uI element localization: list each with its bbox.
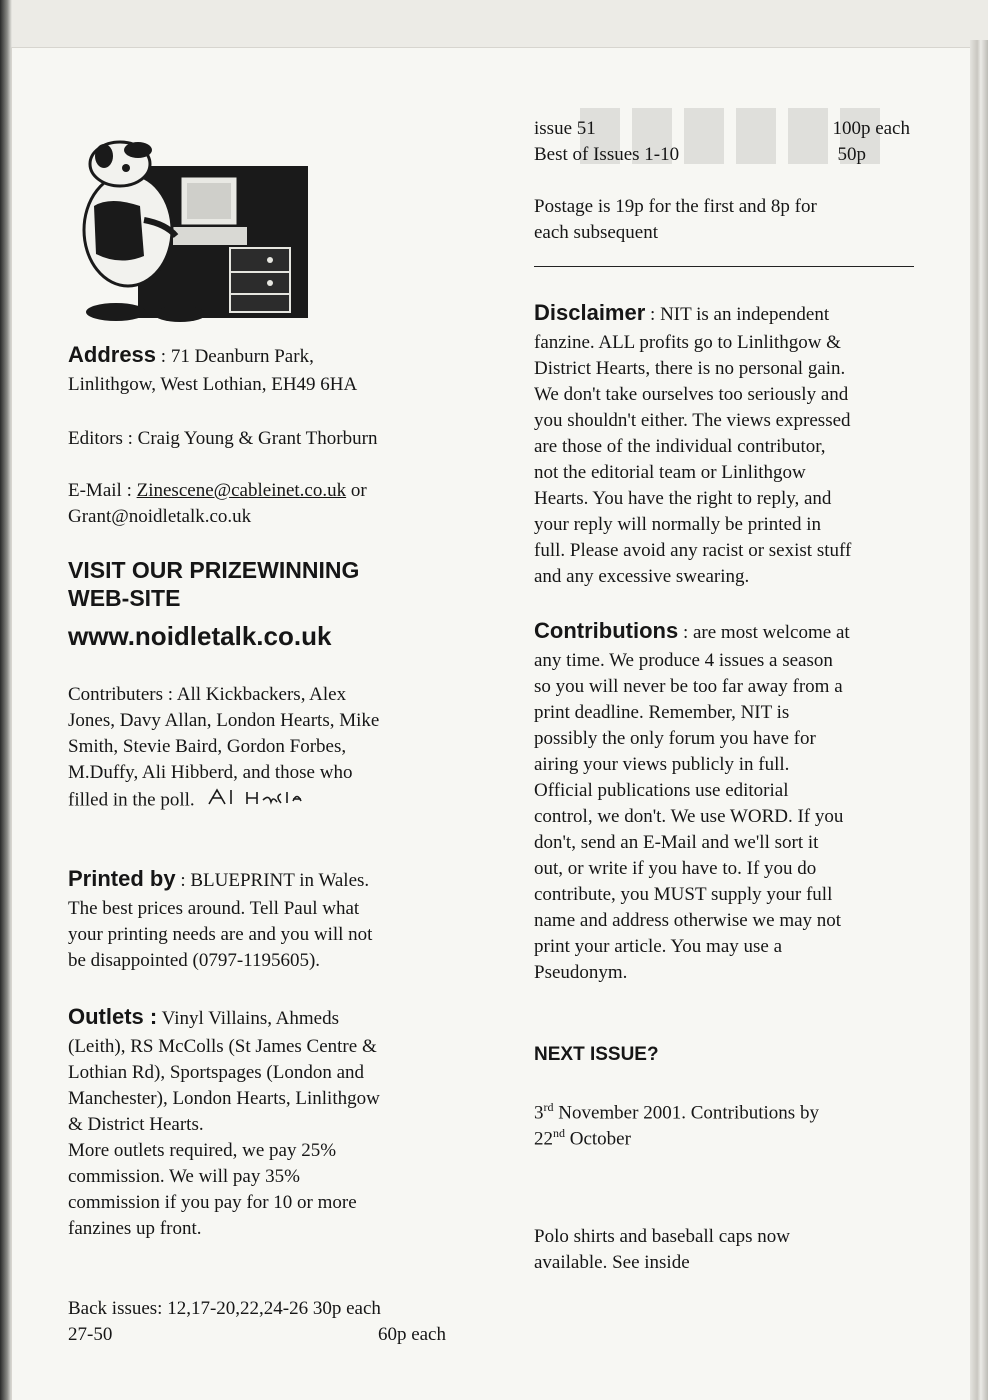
back-issues-line-1: Back issues: 12,17-20,22,24-26 30p each — [68, 1298, 381, 1319]
printed-by-line-3: your printing needs are and you will not — [68, 924, 373, 945]
deadline-day: 22 — [534, 1128, 553, 1150]
back-issues-range: 27-50 — [68, 1324, 113, 1345]
editor-at-computer-illustration — [80, 136, 310, 326]
contributers-text: filled in the poll. — [68, 789, 195, 811]
email-link-zinescene[interactable]: Zinescene@cableinet.co.uk — [136, 480, 347, 501]
disclaimer-block — [534, 300, 829, 328]
contributions-line-3: so you will never be too far away from a — [534, 676, 843, 697]
back-issues-price: 60p each — [377, 1324, 446, 1345]
outlets-line-5: & District Hearts. — [68, 1114, 204, 1135]
contributions-line-11: contribute, you MUST supply your full — [534, 884, 833, 905]
contributions-line-6: airing your views publicly in full. — [534, 754, 790, 775]
next-issue-line-2 — [534, 1120, 631, 1152]
contributions-line-7: Official publications use editorial — [534, 780, 789, 801]
merch-line-2: available. See inside — [534, 1252, 690, 1273]
outlets-line-4: Manchester), London Hearts, Linlithgow — [68, 1088, 380, 1109]
address-line-2: Linlithgow, West Lothian, EH49 6HA — [68, 374, 358, 395]
divider-line — [534, 266, 914, 267]
disclaimer-line-4: We don't take ourselves too seriously and — [534, 384, 849, 405]
disclaimer-line-6: are those of the individual contributor, — [534, 436, 826, 457]
printed-by-line-1: : BLUEPRINT in Wales. — [180, 870, 370, 891]
price-1-value: 100p each — [832, 118, 910, 139]
outlets-line-1: Vinyl Villains, Ahmeds — [161, 1008, 340, 1029]
editors-line: Editors : Craig Young & Grant Thorburn — [68, 428, 378, 449]
outlets-block — [68, 1004, 339, 1032]
next-issue-day-suffix: rd — [543, 1100, 554, 1114]
price-row-best-of — [534, 142, 866, 168]
website-url-link[interactable]: www.noidletalk.co.uk — [68, 621, 332, 651]
postage-line-2: each subsequent — [534, 222, 658, 243]
contributions-line-2: any time. We produce 4 issues a season — [534, 650, 833, 671]
printed-by-line-4: be disappointed (0797-1195605). — [68, 950, 321, 971]
price-2-label: Best of Issues 1-10 — [534, 144, 680, 165]
address-line-1: : 71 Deanburn Park, — [160, 346, 314, 367]
web-heading-line-2: WEB-SITE — [68, 585, 181, 611]
deadline-text: October — [565, 1128, 631, 1150]
contributers-line-2: Jones, Davy Allan, London Hearts, Mike — [68, 710, 380, 731]
disclaimer-line-5: you shouldn't either. The views expressed — [534, 410, 851, 431]
email-label: E-Mail : — [68, 480, 137, 501]
contributions-line-8: control, we don't. We use WORD. If you — [534, 806, 844, 827]
handwritten-signature — [205, 786, 305, 816]
back-issues-line-2 — [68, 1322, 446, 1348]
outlets-line-3: Lothian Rd), Sportspages (London and — [68, 1062, 365, 1083]
address-block — [68, 342, 314, 370]
price-1-label: issue 51 — [534, 118, 596, 139]
disclaimer-label: Disclaimer — [534, 300, 646, 325]
contributions-line-13: print your article. You may use a — [534, 936, 783, 957]
contributers-line-5 — [68, 786, 305, 816]
email-line — [68, 478, 367, 504]
printed-by-label: Printed by — [68, 866, 176, 891]
address-label: Address — [68, 342, 157, 367]
email-or: or — [346, 480, 367, 501]
page-edge-right — [970, 40, 988, 1400]
outlets-line-9: fanzines up front. — [68, 1218, 202, 1239]
contributions-line-5: possibly the only forum you have for — [534, 728, 816, 749]
next-issue-heading: NEXT ISSUE? — [534, 1044, 659, 1065]
next-issue-day: 3 — [534, 1102, 544, 1124]
printed-by-block — [68, 866, 369, 894]
contributions-block — [534, 618, 850, 646]
outlets-line-8: commission if you pay for 10 or more — [68, 1192, 357, 1213]
printed-by-line-2: The best prices around. Tell Paul what — [68, 898, 360, 919]
deadline-day-suffix: nd — [553, 1126, 565, 1140]
price-row-issue-51 — [534, 116, 910, 142]
contributions-line-10: out, or write if you have to. If you do — [534, 858, 817, 879]
postage-line-1: Postage is 19p for the first and 8p for — [534, 196, 817, 217]
disclaimer-line-1: : NIT is an independent — [650, 304, 830, 325]
disclaimer-line-11: and any excessive swearing. — [534, 566, 750, 587]
contributers-line-4: M.Duffy, Ali Hibberd, and those who — [68, 762, 353, 783]
disclaimer-line-7: not the editorial team or Linlithgow — [534, 462, 806, 483]
merch-line-1: Polo shirts and baseball caps now — [534, 1226, 790, 1247]
disclaimer-line-3: District Hearts, there is no personal gain. — [534, 358, 846, 379]
contributions-line-12: name and address otherwise we may not — [534, 910, 842, 931]
binding-spine-left — [0, 0, 12, 1400]
outlets-line-2: (Leith), RS McColls (St James Centre & — [68, 1036, 377, 1057]
contributers-line-3: Smith, Stevie Baird, Gordon Forbes, — [68, 736, 347, 757]
outlets-label: Outlets : — [68, 1004, 158, 1029]
outlets-line-6: More outlets required, we pay 25% — [68, 1140, 337, 1161]
contributions-line-4: print deadline. Remember, NIT is — [534, 702, 790, 723]
disclaimer-line-10: full. Please avoid any racist or sexist stuff — [534, 540, 852, 561]
price-2-value: 50p — [837, 144, 866, 165]
outlets-line-7: commission. We will pay 35% — [68, 1166, 300, 1187]
disclaimer-line-8: Hearts. You have the right to reply, and — [534, 488, 832, 509]
contributions-line-9: don't, send an E-Mail and we'll sort it — [534, 832, 819, 853]
contributers-line-1: Contributers : All Kickbackers, Alex — [68, 684, 347, 705]
disclaimer-line-2: fanzine. ALL profits go to Linlithgow & — [534, 332, 841, 353]
next-issue-text: November 2001. Contributions by — [553, 1102, 819, 1124]
contributions-line-14: Pseudonym. — [534, 962, 628, 983]
disclaimer-line-9: your reply will normally be printed in — [534, 514, 822, 535]
contributions-label: Contributions — [534, 618, 679, 643]
email-link-grant[interactable]: Grant@noidletalk.co.uk — [68, 506, 252, 527]
contributions-line-1: : are most welcome at — [682, 622, 850, 643]
web-heading-line-1: VISIT OUR PRIZEWINNING — [68, 557, 360, 583]
